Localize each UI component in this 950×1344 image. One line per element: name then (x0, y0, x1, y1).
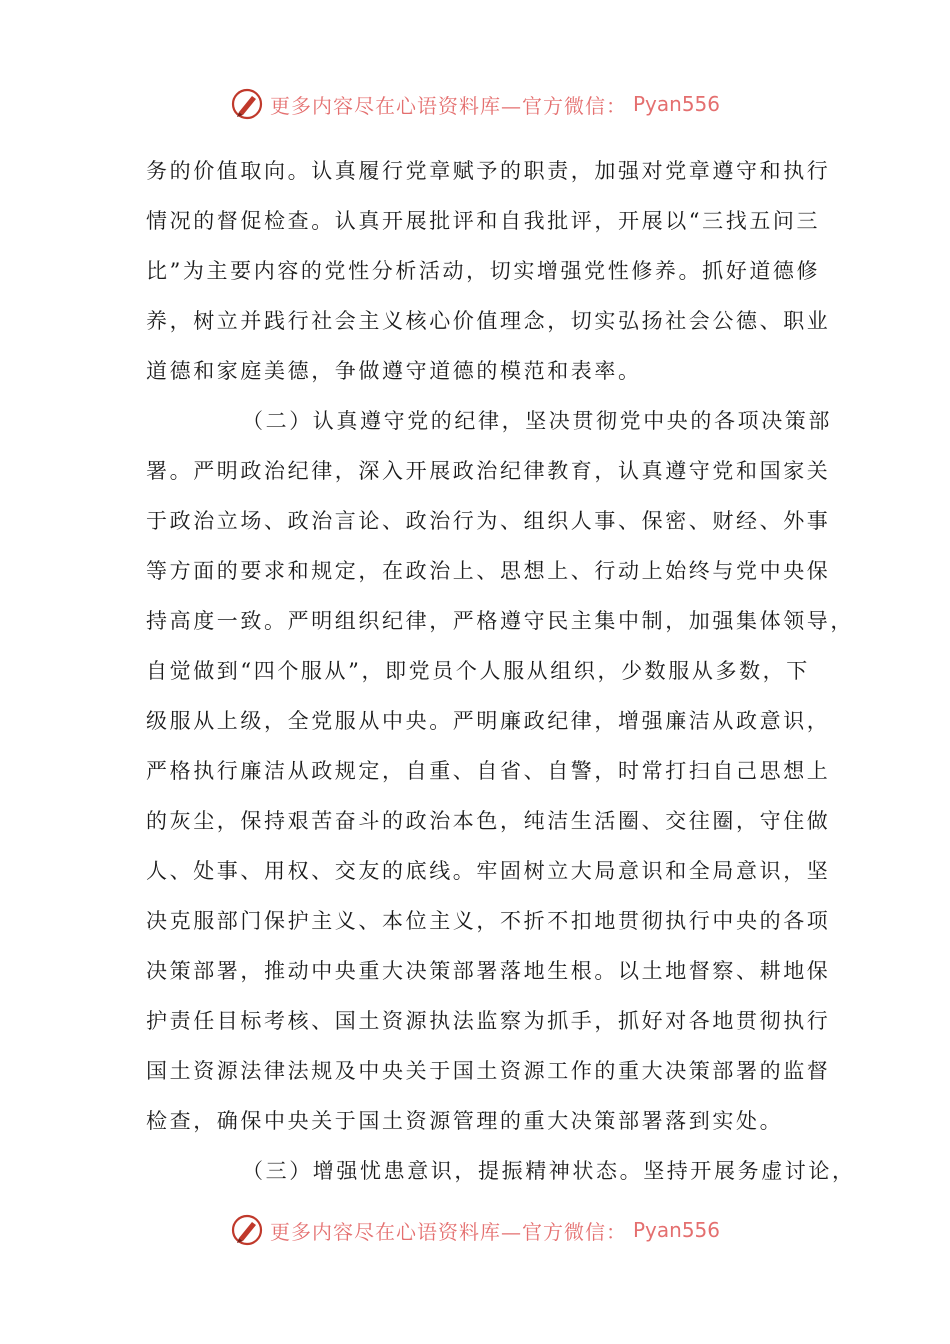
watermark-text: 更多内容尽在心语资料库—官方微信： (269, 1219, 627, 1244)
text-line: 检查，确保中央关于国土资源管理的重大决策部署落到实处。 (146, 1109, 784, 1133)
text-line: 的灰尘，保持艰苦奋斗的政治本色，纯洁生活圈、交往圈，守住做 (146, 809, 831, 833)
text-line: 自觉做到“四个服从”，即党员个人服从组织，少数服从多数，下 (146, 659, 810, 683)
pen-logo-icon (230, 1213, 264, 1247)
text-line: 护责任目标考核、国土资源执法监察为抓手，抓好对各地贯彻执行 (146, 1009, 831, 1033)
text-line: 严格执行廉洁从政规定，自重、自省、自警，时常打扫自己思想上 (146, 759, 831, 783)
text-line: 情况的督促检查。认真开展批评和自我批评，开展以“三找五问三 (146, 209, 821, 233)
text-line: 署。严明政治纪律，深入开展政治纪律教育，认真遵守党和国家关 (146, 459, 831, 483)
text-line: 国土资源法律法规及中央关于国土资源工作的重大决策部署的监督 (146, 1059, 831, 1083)
watermark-handle: Pyan556 (632, 92, 720, 116)
text-line: 等方面的要求和规定，在政治上、思想上、行动上始终与党中央保 (146, 559, 831, 583)
footer-watermark (0, 1210, 950, 1250)
text-line: 比”为主要内容的党性分析活动，切实增强党性修养。抓好道德修 (146, 259, 821, 283)
text-line: 决策部署，推动中央重大决策部署落地生根。以土地督察、耕地保 (146, 959, 831, 983)
watermark-handle: Pyan556 (632, 1218, 720, 1242)
section-heading-line: （三）增强忧患意识，提振精神状态。坚持开展务虚讨论， (242, 1159, 856, 1183)
text-line: 人、处事、用权、交友的底线。牢固树立大局意识和全局意识，坚 (146, 859, 831, 883)
text-line: 道德和家庭美德，争做遵守道德的模范和表率。 (146, 359, 642, 383)
text-line: 级服从上级，全党服从中央。严明廉政纪律，增强廉洁从政意识， (146, 709, 831, 733)
pen-logo-icon (230, 87, 264, 121)
header-watermark (0, 84, 950, 124)
document-body (146, 146, 856, 1196)
section-heading-line: （二）认真遵守党的纪律，坚决贯彻党中央的各项决策部 (242, 409, 832, 433)
watermark-text: 更多内容尽在心语资料库—官方微信： (269, 93, 627, 118)
text-line: 养，树立并践行社会主义核心价值理念，切实弘扬社会公德、职业 (146, 309, 831, 333)
text-line: 务的价值取向。认真履行党章赋予的职责，加强对党章遵守和执行 (146, 159, 831, 183)
text-line: 持高度一致。严明组织纪律，严格遵守民主集中制，加强集体领导， (146, 609, 854, 633)
text-line: 决克服部门保护主义、本位主义，不折不扣地贯彻执行中央的各项 (146, 909, 831, 933)
text-line: 于政治立场、政治言论、政治行为、组织人事、保密、财经、外事 (146, 509, 831, 533)
